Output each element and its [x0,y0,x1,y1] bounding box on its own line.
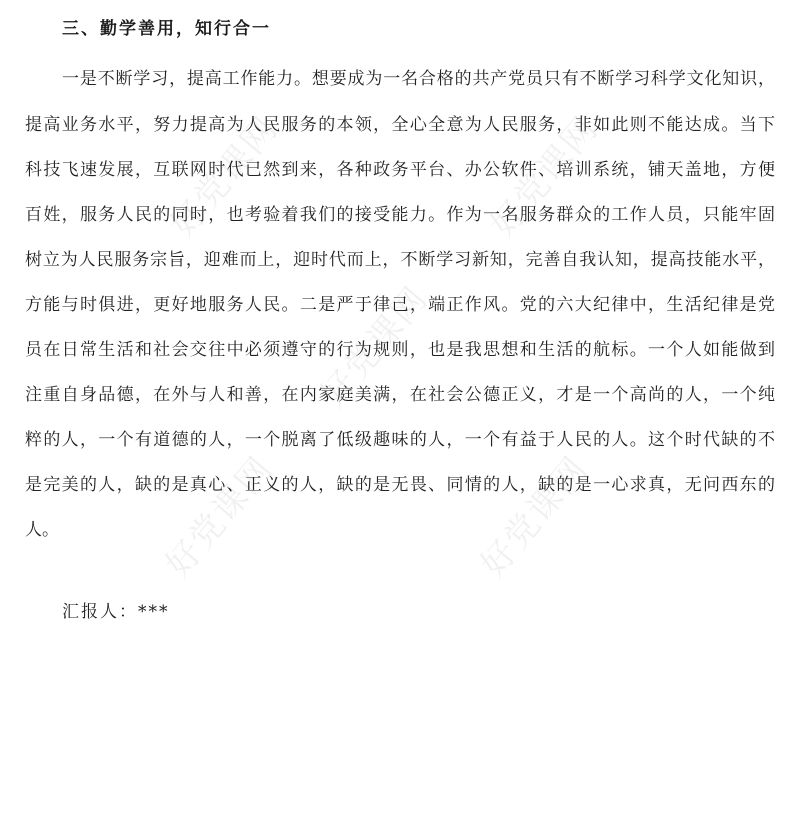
watermark: 好党课网 [163,108,287,245]
paragraph-line: 粹的人，一个有道德的人，一个脱离了低级趣味的人，一个有益于人民的人。这个时代缺的不 [25,430,775,450]
paragraph-line: 树立为人民服务宗旨，迎难而上，迎时代而上，不断学习新知，完善自我认知，提高技能水平， [25,250,775,270]
paragraph-line: 提高业务水平，努力提高为人民服务的本领，全心全意为人民服务，非如此则不能达成。当下 [25,115,775,135]
paragraph-line: 百姓，服务人民的同时，也考验着我们的接受能力。作为一名服务群众的工作人员，只能牢固 [25,205,775,225]
watermark: 好党课网 [473,448,597,585]
signature: 汇报人：*** [62,602,170,622]
paragraph-line: 是完美的人，缺的是真心、正义的人，缺的是无畏、同情的人，缺的是一心求真，无问西东的 [25,475,775,495]
watermark: 好党课网 [313,278,437,415]
section-heading: 三、勤学善用，知行合一 [62,19,271,39]
watermark: 好党课网 [483,108,607,245]
paragraph-line: 注重自身品德，在外与人和善，在内家庭美满，在社会公德正义，才是一个高尚的人，一个纯 [25,385,775,405]
paragraph-line: 科技飞速发展，互联网时代已然到来，各种政务平台、办公软件、培训系统，铺天盖地，方便 [25,160,775,180]
paragraph-line: 一是不断学习，提高工作能力。想要成为一名合格的共产党员只有不断学习科学文化知识， [62,69,775,89]
paragraph-line: 员在日常生活和社会交往中必须遵守的行为规则，也是我思想和生活的航标。一个人如能做到 [25,340,775,360]
paragraph-line: 人。 [25,520,59,540]
watermark: 好党课网 [158,448,282,585]
paragraph-line: 方能与时俱进，更好地服务人民。二是严于律己，端正作风。党的六大纪律中，生活纪律是党 [25,295,775,315]
